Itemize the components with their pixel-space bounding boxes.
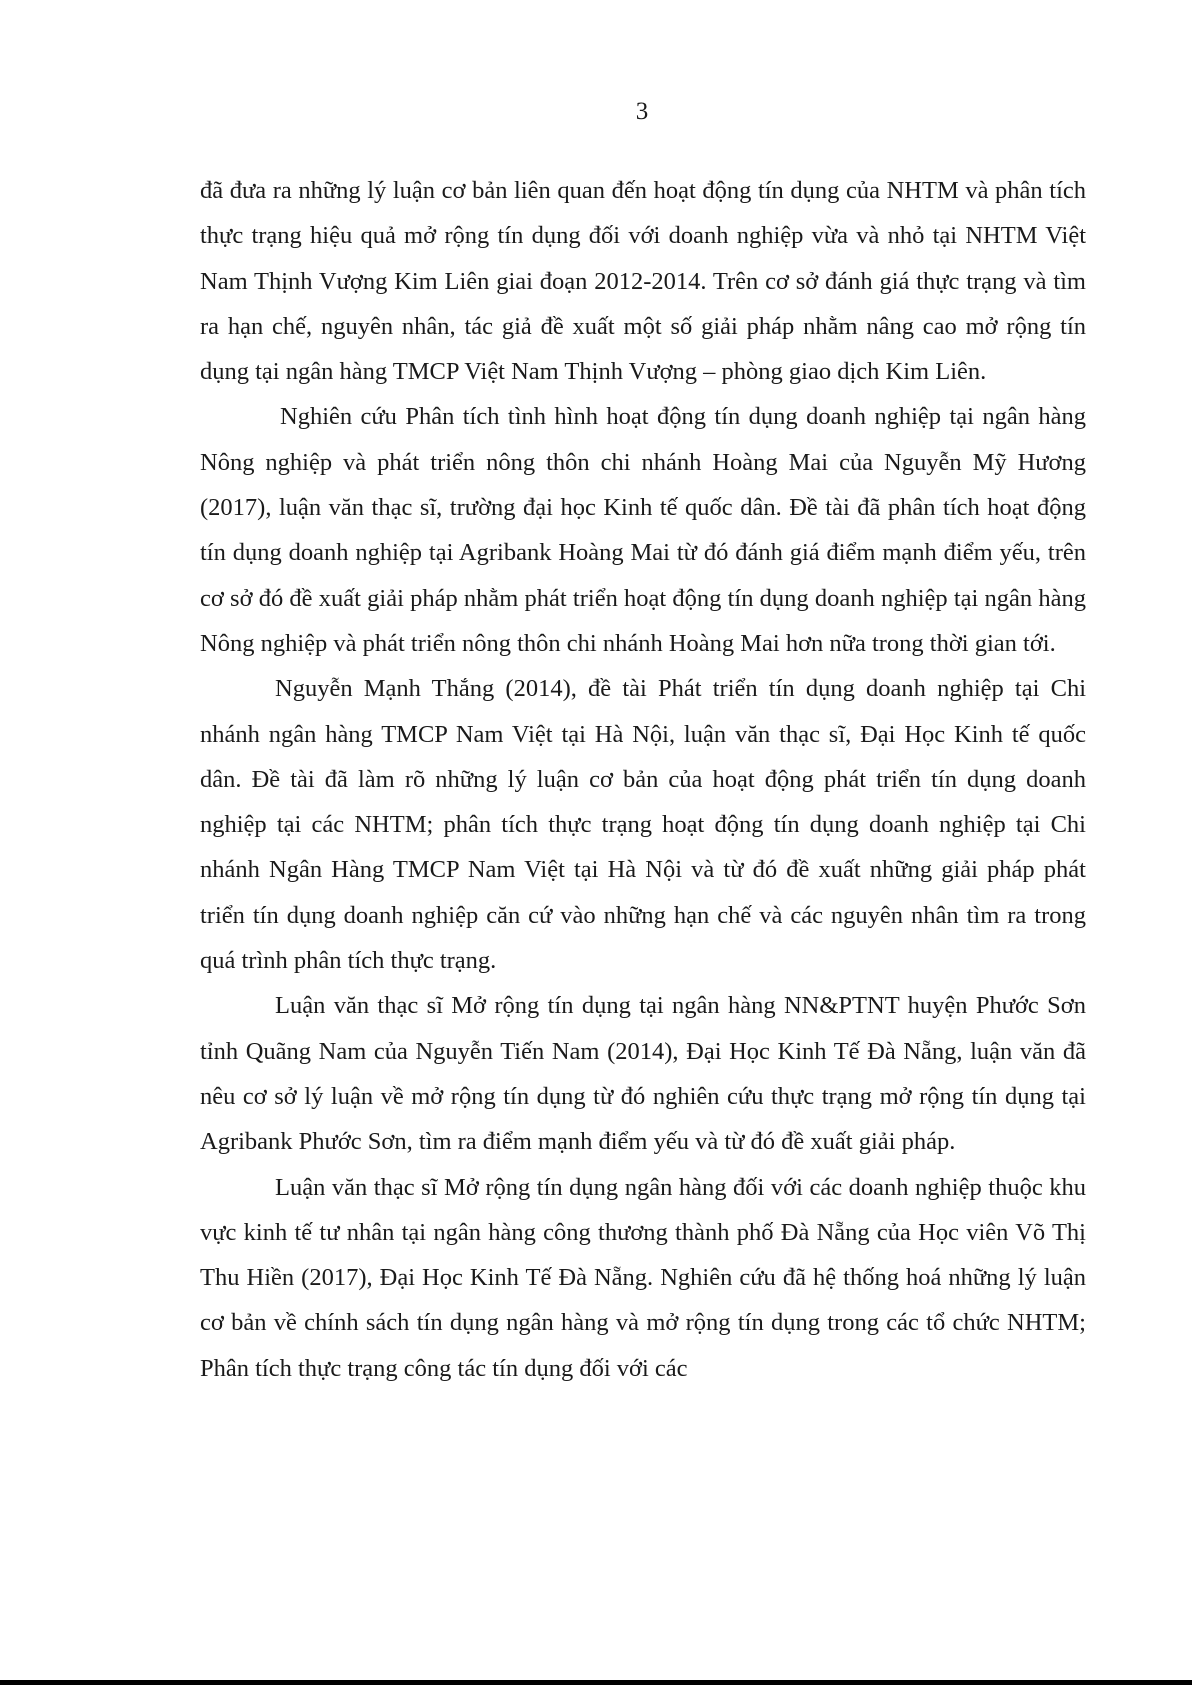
page-number: 3	[635, 98, 649, 125]
page-bottom-edge	[0, 1680, 1192, 1685]
paragraph-5: Luận văn thạc sĩ Mở rộng tín dụng ngân hàng đối với các doanh nghiệp thuộc khu vực kinh tế tư nhân tại ngân hàng công thương thành phố Đà Nẵng của Học viên Võ Thị Thu Hiền (2017), Đại Học Kinh Tế Đà Nẵng. Nghiên cứu đã hệ thống hoá những lý luận cơ bản về chính sách tín dụng ngân hàng và mở rộng tín dụng trong các tổ chức NHTM; Phân tích thực trạng công tác tín dụng đối với các	[200, 1173, 1086, 1382]
body-text	[200, 168, 1086, 1391]
paragraph-1: đã đưa ra những lý luận cơ bản liên quan đến hoạt động tín dụng của NHTM và phân tích thực trạng hiệu quả mở rộng tín dụng đối với doanh nghiệp vừa và nhỏ tại NHTM Việt Nam Thịnh Vượng Kim Liên giai đoạn 2012-2014. Trên cơ sở đánh giá thực trạng và tìm ra hạn chế, nguyên nhân, tác giả đề xuất một số giải pháp nhằm nâng cao mở rộng tín dụng tại ngân hàng TMCP Việt Nam Thịnh Vượng – phòng giao dịch Kim Liên.	[200, 177, 1086, 386]
paragraph-2: Nghiên cứu Phân tích tình hình hoạt động tín dụng doanh nghiệp tại ngân hàng Nông nghiệp và phát triển nông thôn chi nhánh Hoàng Mai của Nguyễn Mỹ Hương (2017), luận văn thạc sĩ, trường đại học Kinh tế quốc dân. Đề tài đã phân tích hoạt động tín dụng doanh nghiệp tại Agribank Hoàng Mai từ đó đánh giá điểm mạnh điểm yếu, trên cơ sở đó đề xuất giải pháp nhằm phát triển hoạt động tín dụng doanh nghiệp tại ngân hàng Nông nghiệp và phát triển nông thôn chi nhánh Hoàng Mai hơn nữa trong thời gian tới.	[200, 403, 1086, 657]
paragraph-3: Nguyễn Mạnh Thắng (2014), đề tài Phát triển tín dụng doanh nghiệp tại Chi nhánh ngân hàng TMCP Nam Việt tại Hà Nội, luận văn thạc sĩ, Đại Học Kinh tế quốc dân. Đề tài đã làm rõ những lý luận cơ bản của hoạt động phát triển tín dụng doanh nghiệp tại các NHTM; phân tích thực trạng hoạt động tín dụng doanh nghiệp tại Chi nhánh Ngân Hàng TMCP Nam Việt tại Hà Nội và từ đó đề xuất những giải pháp phát triển tín dụng doanh nghiệp căn cứ vào những hạn chế và các nguyên nhân tìm ra trong quá trình phân tích thực trạng.	[200, 675, 1086, 975]
paragraph-4: Luận văn thạc sĩ Mở rộng tín dụng tại ngân hàng NN&PTNT huyện Phước Sơn tỉnh Quãng Nam của Nguyễn Tiến Nam (2014), Đại Học Kinh Tế Đà Nẵng, luận văn đã nêu cơ sở lý luận về mở rộng tín dụng từ đó nghiên cứu thực trạng mở rộng tín dụng tại Agribank Phước Sơn, tìm ra điểm mạnh điểm yếu và từ đó đề xuất giải pháp.	[200, 992, 1086, 1156]
